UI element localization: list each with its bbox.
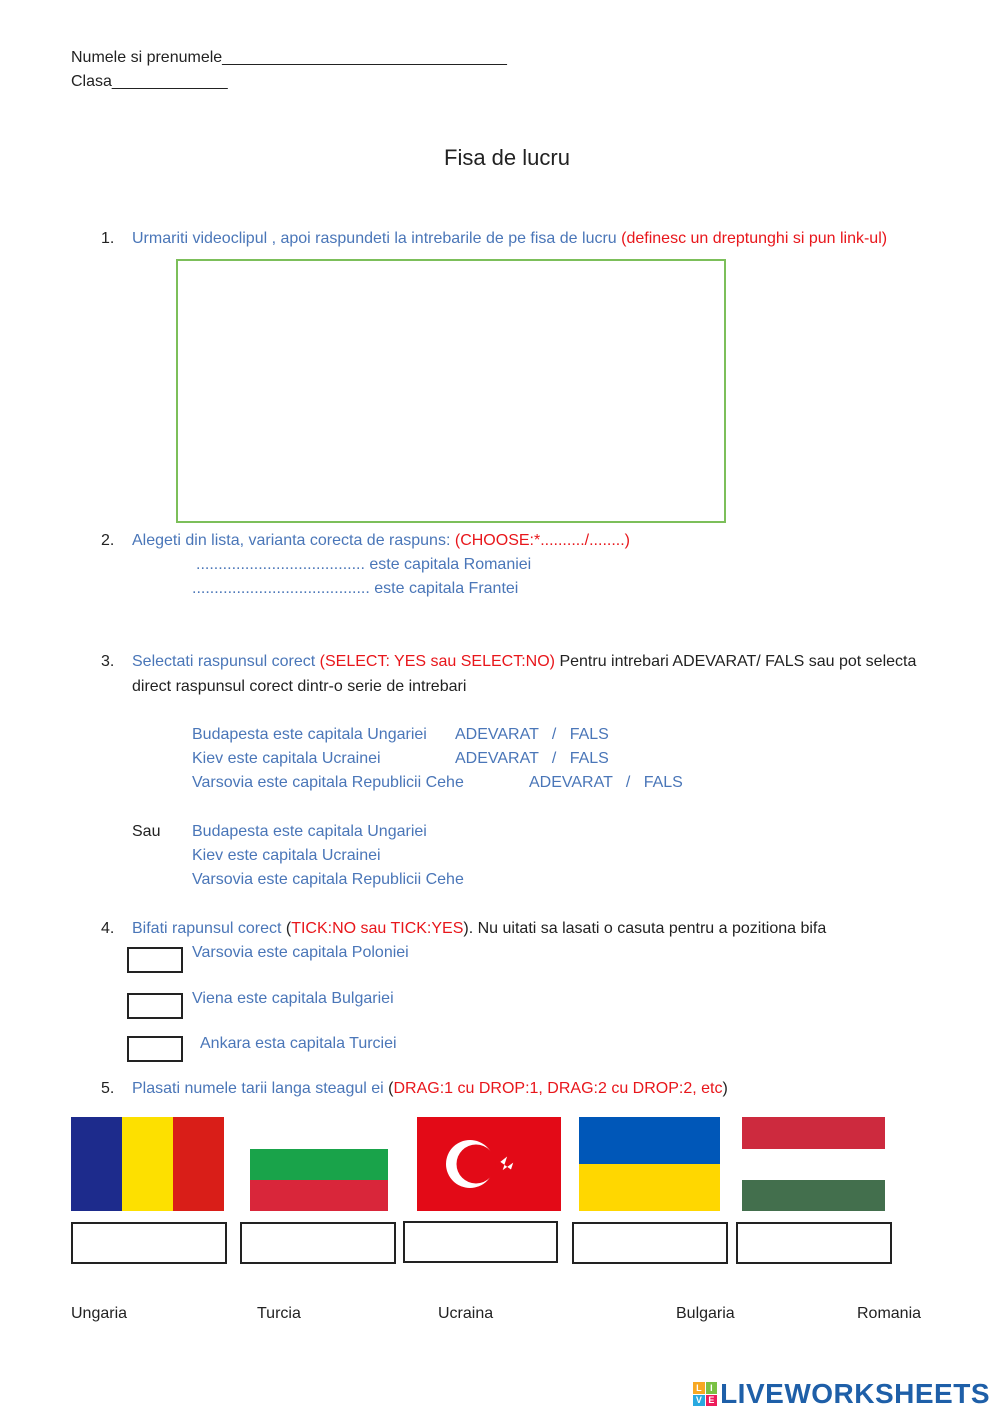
q3-tf-statement-1: Budapesta este capitala Ungariei xyxy=(192,726,427,743)
logo-mark-l: L xyxy=(693,1382,705,1394)
q4-paren-close: ). xyxy=(463,920,474,937)
liveworksheets-logo-mark xyxy=(693,1382,717,1406)
q3-tf-statement-3: Varsovia este capitala Republicii Cehe xyxy=(192,774,464,791)
q3-select-option-3[interactable]: Varsovia este capitala Republicii Cehe xyxy=(192,871,464,888)
q3-rest-line2: direct raspunsul corect dintr-o serie de intrebari xyxy=(132,678,467,695)
q1-number: 1. xyxy=(101,230,115,247)
class-field-line: Clasa_____________ xyxy=(71,73,228,90)
page-title: Fisa de lucru xyxy=(444,145,570,170)
q3-select-option-2[interactable]: Kiev este capitala Ucrainei xyxy=(192,847,381,864)
q3-tf-options-3[interactable]: ADEVARAT / FALS xyxy=(529,774,683,791)
q2-prompt xyxy=(132,532,630,550)
q3-prompt xyxy=(132,653,916,671)
name-field-line: Numele si prenumele________________________________ xyxy=(71,49,507,66)
liveworksheets-logo xyxy=(693,1378,990,1410)
q4-rest: Nu uitati sa lasati o casuta pentru a pozitiona bifa xyxy=(473,920,827,937)
romania-flag xyxy=(71,1117,224,1211)
q5-paren-open: ( xyxy=(388,1080,394,1097)
q3-select-option-1[interactable]: Budapesta este capitala Ungariei xyxy=(192,823,427,840)
logo-mark-v: V xyxy=(693,1395,705,1407)
logo-mark-i: I xyxy=(706,1382,718,1394)
q1-text: Urmariti videoclipul , apoi raspundeti la intrebarile de pe fisa de lucru xyxy=(132,230,617,247)
q1-hint: (definesc un dreptunghi si pun link-ul) xyxy=(621,230,888,247)
q5-text: Plasati numele tarii langa steagul ei xyxy=(132,1080,384,1097)
q5-paren-close: ) xyxy=(722,1080,728,1097)
q4-option-3: Ankara esta capitala Turciei xyxy=(200,1035,397,1052)
q3-text: Selectati raspunsul corect xyxy=(132,653,316,670)
q3-tf-options-2[interactable]: ADEVARAT / FALS xyxy=(455,750,609,767)
q3-rest-line1: Pentru intrebari ADEVARAT/ FALS sau pot selecta xyxy=(559,653,917,670)
drag-name-romania[interactable]: Romania xyxy=(857,1305,922,1322)
drag-name-turcia[interactable]: Turcia xyxy=(257,1305,301,1322)
hungary-flag xyxy=(742,1117,885,1211)
logo-mark-e: E xyxy=(706,1395,718,1407)
q4-option-1: Varsovia este capitala Poloniei xyxy=(192,944,409,961)
q2-text: Alegeti din lista, varianta corecta de raspuns: xyxy=(132,532,451,549)
bulgaria-flag xyxy=(250,1117,388,1211)
drop-box-5[interactable] xyxy=(736,1222,892,1264)
drop-box-1[interactable] xyxy=(71,1222,227,1264)
q4-checkbox-1[interactable] xyxy=(127,947,183,973)
q4-checkbox-2[interactable] xyxy=(127,993,183,1019)
q4-paren-open: ( xyxy=(285,920,292,937)
q5-number: 5. xyxy=(101,1080,115,1097)
drop-box-4[interactable] xyxy=(572,1222,728,1264)
drag-name-ucraina[interactable]: Ucraina xyxy=(438,1305,494,1322)
q3-number: 3. xyxy=(101,653,115,670)
q2-choice-franta[interactable]: ........................................ este capitala Frantei xyxy=(192,580,519,597)
q5-hint: DRAG:1 cu DROP:1, DRAG:2 cu DROP:2, etc xyxy=(393,1080,723,1097)
q2-choice-romania[interactable]: ...................................... este capitala Romaniei xyxy=(196,556,532,573)
q3-or-label: Sau xyxy=(132,823,161,840)
video-frame[interactable] xyxy=(176,259,726,523)
liveworksheets-logo-text: LIVEWORKSHEETS xyxy=(720,1378,990,1409)
q4-text: Bifati rapunsul corect xyxy=(132,920,282,937)
q4-checkbox-3[interactable] xyxy=(127,1036,183,1062)
q2-hint: (CHOOSE:*........../........) xyxy=(454,532,630,549)
q3-tf-statement-2: Kiev este capitala Ucrainei xyxy=(192,750,381,767)
q2-number: 2. xyxy=(101,532,115,549)
drop-box-3[interactable] xyxy=(403,1221,558,1263)
turkey-flag xyxy=(417,1117,561,1211)
q5-prompt xyxy=(132,1080,728,1098)
q3-tf-options-1[interactable]: ADEVARAT / FALS xyxy=(455,726,609,743)
q4-prompt xyxy=(132,920,826,938)
q4-hint: TICK:NO sau TICK:YES xyxy=(291,920,464,937)
ukraine-flag xyxy=(579,1117,720,1211)
drag-name-bulgaria[interactable]: Bulgaria xyxy=(676,1305,735,1322)
drag-name-ungaria[interactable]: Ungaria xyxy=(71,1305,128,1322)
q4-number: 4. xyxy=(101,920,115,937)
q3-hint: (SELECT: YES sau SELECT:NO) xyxy=(319,653,555,670)
drop-box-2[interactable] xyxy=(240,1222,396,1264)
q1-prompt xyxy=(132,230,887,248)
q4-option-2: Viena este capitala Bulgariei xyxy=(192,990,394,1007)
